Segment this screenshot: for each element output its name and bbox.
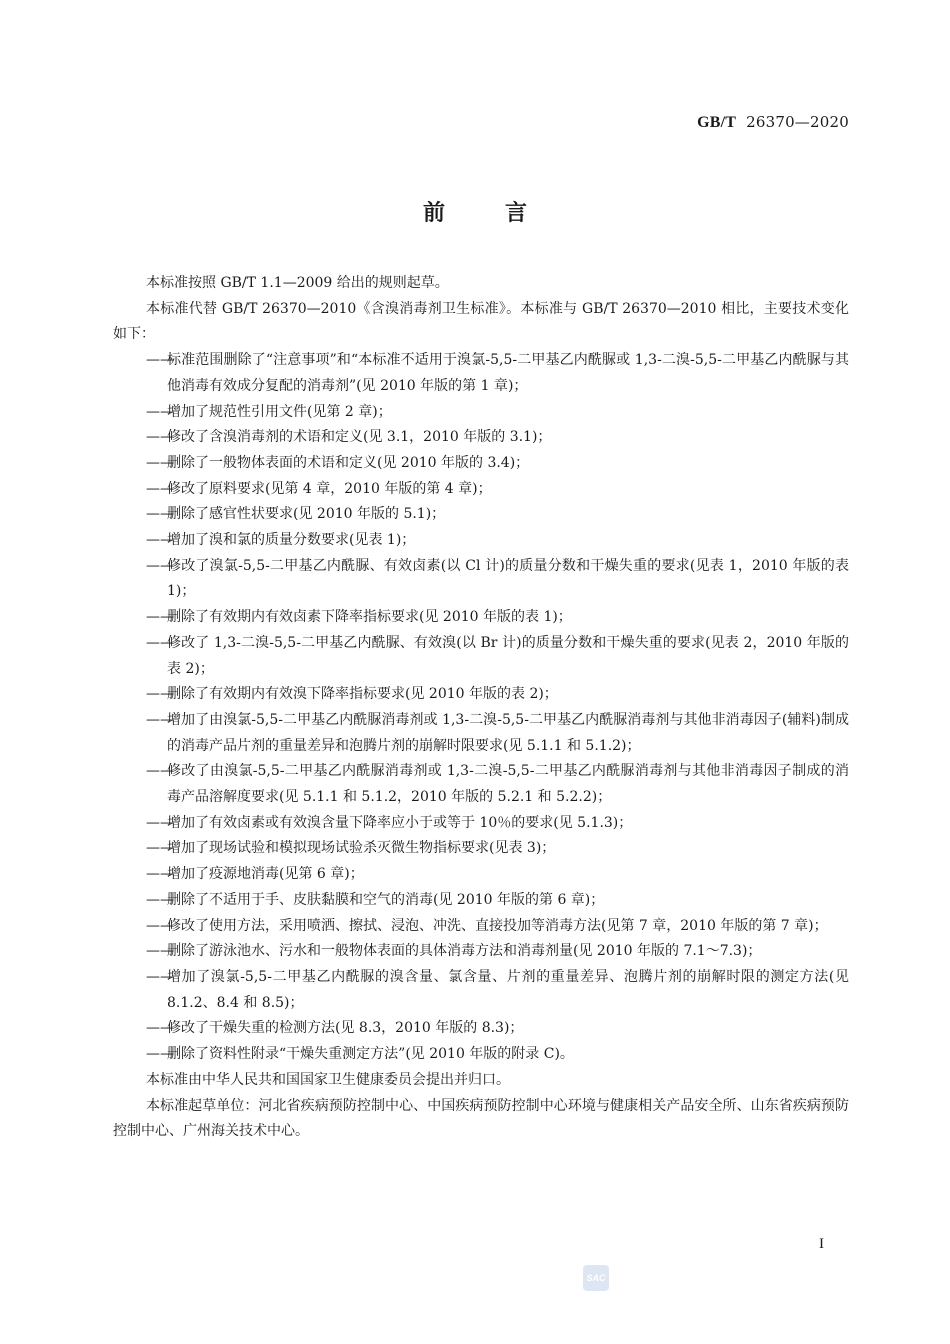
change-item [113,528,849,554]
change-item [113,862,849,888]
change-text: 修改了由溴氯-5,5-二甲基乙内酰脲消毒剂或 1,3-二溴-5,5-二甲基乙内酰脲消毒剂与其他非消毒因子制成的消毒产品溶解度要求(见 5.1.1 和 5.1.2，2010 年版的 5.2.1 和 5.2.2)； [167,763,849,806]
list-dash: —— [146,609,174,626]
list-dash: —— [146,1020,174,1037]
sac-logo-icon: SAC [583,1265,609,1291]
list-dash: —— [146,866,174,883]
change-item [113,400,849,426]
list-dash: —— [146,917,174,934]
change-text: 修改了干燥失重的检测方法(见 8.3，2010 年版的 8.3)； [167,1020,524,1037]
change-text: 增加了规范性引用文件(见第 2 章)； [167,403,392,420]
change-text: 修改了原料要求(见第 4 章，2010 年版的第 4 章)； [167,480,492,497]
list-dash: —— [146,943,174,960]
change-item [113,759,849,810]
list-dash: —— [146,711,174,728]
change-item [113,682,849,708]
change-text: 增加了溴和氯的质量分数要求(见表 1)； [167,532,416,549]
list-dash: —— [146,480,174,497]
change-item [113,836,849,862]
change-text: 修改了溴氯-5,5-二甲基乙内酰脲、有效卤素(以 Cl 计)的质量分数和干燥失重的要求(见表 1，2010 年版的表 1)； [167,557,849,600]
title-char-1: 前 [422,201,445,226]
list-dash: —— [146,840,174,857]
list-dash: —— [146,454,174,471]
change-text: 标准范围删除了“注意事项”和“本标准不适用于溴氯-5,5-二甲基乙内酰脲或 1,3-二溴-5,5-二甲基乙内酰脲与其他消毒有效成分复配的消毒剂”(见 2010 年版的第 1 章)； [167,352,849,394]
page-number: I [819,1236,824,1252]
list-dash: —— [146,968,174,985]
change-text: 删除了一般物体表面的术语和定义(见 2010 年版的 3.4)； [167,454,530,471]
list-dash: —— [146,532,174,549]
change-item [113,811,849,837]
change-text: 增加了有效卤素或有效溴含量下降率应小于或等于 10％的要求(见 5.1.3)； [167,814,633,831]
standard-number [697,113,849,132]
list-dash: —— [146,506,174,523]
change-text: 修改了含溴消毒剂的术语和定义(见 3.1，2010 年版的 3.1)； [167,429,552,446]
change-item [113,348,849,399]
standard-prefix: GB/T [697,114,737,131]
list-dash: —— [146,429,174,446]
change-item [113,425,849,451]
change-item [113,502,849,528]
change-text: 增加了疫源地消毒(见第 6 章)； [167,866,364,883]
change-item [113,1042,849,1068]
list-dash: —— [146,891,174,908]
change-text: 修改了 1,3-二溴-5,5-二甲基乙内酰脲、有效溴(以 Br 计)的质量分数和干燥失重的要求(见表 2，2010 年版的表 2)； [167,634,849,677]
change-text: 删除了不适用于手、皮肤黏膜和空气的消毒(见 2010 年版的第 6 章)； [167,891,605,908]
change-text: 增加了现场试验和模拟现场试验杀灭微生物指标要求(见表 3)； [167,840,556,857]
list-dash: —— [146,634,174,651]
standard-code: 26370—2020 [746,113,849,131]
list-dash: —— [146,814,174,831]
paragraph-replacement: 本标准代替 GB/T 26370—2010《含溴消毒剂卫生标准》。本标准与 GB/T 26370—2010 相比，主要技术变化如下： [113,300,849,343]
change-item [113,708,849,759]
change-text: 删除了有效期内有效卤素下降率指标要求(见 2010 年版的表 1)； [167,609,572,626]
change-item [113,914,849,940]
paragraph-drafting-units: 本标准起草单位：河北省疾病预防控制中心、中国疾病预防控制中心环境与健康相关产品安全所、山东省疾病预防控制中心、广州海关技术中心。 [113,1097,849,1140]
foreword-body [113,271,849,1145]
change-text: 增加了溴氯-5,5-二甲基乙内酰脲的溴含量、氯含量、片剂的重量差异、泡腾片剂的崩解时限的测定方法(见 8.1.2、8.4 和 8.5)； [167,968,849,1011]
list-dash: —— [146,686,174,703]
paragraph-proposer: 本标准由中华人民共和国国家卫生健康委员会提出并归口。 [146,1071,510,1088]
change-text: 删除了感官性状要求(见 2010 年版的 5.1)； [167,506,446,523]
paragraph-drafting-rules: 本标准按照 GB/T 1.1—2009 给出的规则起草。 [146,275,449,291]
change-item [113,605,849,631]
change-item [113,554,849,605]
change-item [113,965,849,1016]
changes-list [113,348,849,1068]
change-item [113,939,849,965]
change-text: 删除了资料性附录“干燥失重测定方法”(见 2010 年版的附录 C)。 [167,1046,574,1063]
change-item [113,451,849,477]
list-dash: —— [146,352,174,369]
change-text: 删除了游泳池水、污水和一般物体表面的具体消毒方法和消毒剂量(见 2010 年版的 7.1～7.3)； [167,943,762,960]
title-char-2: 言 [505,201,528,226]
change-text: 修改了使用方法，采用喷洒、擦拭、浸泡、冲洗、直接投加等消毒方法(见第 7 章，2010 年版的第 7 章)； [167,917,828,934]
list-dash: —— [146,1046,174,1063]
list-dash: —— [146,403,174,420]
list-dash: —— [146,763,174,780]
page-title [0,196,950,227]
change-item [113,477,849,503]
change-text: 删除了有效期内有效溴下降率指标要求(见 2010 年版的表 2)； [167,686,558,703]
change-item [113,888,849,914]
change-item [113,631,849,682]
change-text: 增加了由溴氯-5,5-二甲基乙内酰脲消毒剂或 1,3-二溴-5,5-二甲基乙内酰脲消毒剂与其他非消毒因子(辅料)制成的消毒产品片剂的重量差异和泡腾片剂的崩解时限要求(见 5.1.1 和 5.1.2)； [167,711,849,754]
change-item [113,1016,849,1042]
list-dash: —— [146,557,174,574]
